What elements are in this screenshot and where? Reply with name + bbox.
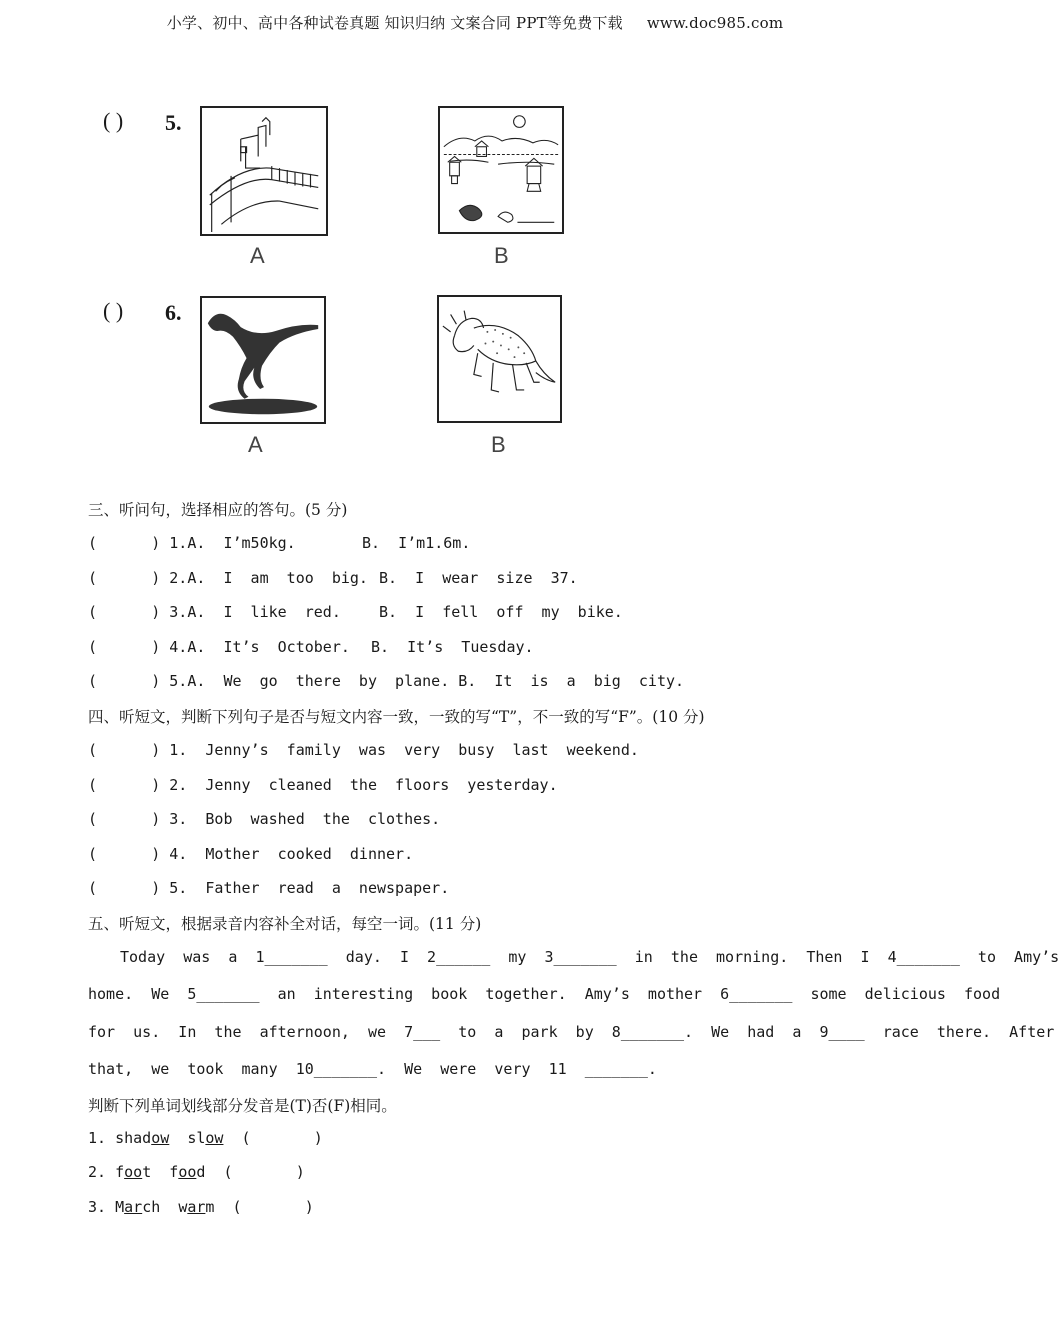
answer-paren: ( ) bbox=[223, 1163, 305, 1181]
answer-paren: ( ) bbox=[88, 879, 161, 897]
phonics-item-2 bbox=[88, 1163, 305, 1181]
item-number: 1. bbox=[88, 1129, 107, 1147]
cloze-line-1: Today was a 1_______ day. I 2______ my 3_______ in the morning. Then I 4_______ to Amy’s bbox=[120, 948, 1059, 966]
answer-paren: ( ) bbox=[88, 603, 161, 621]
section3-item-4 bbox=[88, 638, 534, 656]
word-1-pre: shad bbox=[115, 1129, 152, 1147]
cloze-line-2: home. We 5_______ an interesting book together. Amy’s mother 6_______ some delicious food bbox=[88, 985, 1001, 1003]
section4-item-4 bbox=[88, 845, 413, 863]
phonics-item-3 bbox=[88, 1198, 314, 1216]
lake-pagodas-drawing bbox=[440, 108, 562, 232]
section5-title: 五、听短文，根据录音内容补全对话，每空一词。(11 分) bbox=[88, 915, 482, 933]
answer-paren: ( ) bbox=[88, 534, 161, 552]
statement: 5. Father read a newspaper. bbox=[169, 879, 450, 897]
phonics-item-1 bbox=[88, 1129, 323, 1147]
triceratops-image bbox=[437, 295, 562, 423]
triceratops-drawing bbox=[439, 297, 560, 421]
word-2-underlined: oo bbox=[178, 1163, 197, 1181]
section3-item-5 bbox=[88, 672, 684, 690]
word-2-post: d bbox=[196, 1163, 206, 1181]
option-a-label-q5: A bbox=[250, 243, 265, 268]
section4-item-2 bbox=[88, 776, 558, 794]
word-2-pre: sl bbox=[187, 1129, 206, 1147]
option-b: B. It’s Tuesday. bbox=[371, 638, 534, 656]
option-a: 4.A. It’s October. bbox=[169, 638, 350, 656]
running-dinosaur-drawing bbox=[202, 298, 324, 422]
answer-paren-q5: ( ) bbox=[103, 108, 124, 133]
great-wall-drawing bbox=[202, 108, 326, 234]
word-2 bbox=[187, 1129, 223, 1147]
running-dinosaur-image bbox=[200, 296, 326, 424]
header-text: 小学、初中、高中各种试卷真题 知识归纳 文案合同 PPT等免费下载 bbox=[166, 14, 623, 32]
section3-title: 三、听问句，选择相应的答句。(5 分) bbox=[88, 501, 348, 519]
section3-item-3 bbox=[88, 603, 623, 621]
option-b: B. I fell off my bike. bbox=[379, 603, 623, 621]
cloze-line-4: that, we took many 10_______. We were very 11 _______. bbox=[88, 1060, 657, 1078]
section4-item-3 bbox=[88, 810, 440, 828]
great-wall-image bbox=[200, 106, 328, 236]
answer-paren-q6: ( ) bbox=[103, 298, 124, 323]
section6-title: 判断下列单词划线部分发音是(T)否(F)相同。 bbox=[88, 1097, 397, 1115]
option-b-label-q6: B bbox=[491, 432, 506, 457]
word-1 bbox=[115, 1198, 160, 1216]
word-2-pre: w bbox=[178, 1198, 188, 1216]
header-site: www.doc985.com bbox=[646, 14, 784, 32]
word-1-post: t bbox=[142, 1163, 152, 1181]
word-1-post: ch bbox=[142, 1198, 161, 1216]
answer-paren: ( ) bbox=[88, 776, 161, 794]
statement: 4. Mother cooked dinner. bbox=[169, 845, 414, 863]
word-1-underlined: ow bbox=[151, 1129, 170, 1147]
answer-paren: ( ) bbox=[88, 810, 161, 828]
answer-paren: ( ) bbox=[232, 1198, 314, 1216]
item-number: 3. bbox=[88, 1198, 107, 1216]
item-number: 2. bbox=[88, 1163, 107, 1181]
section3-item-1 bbox=[88, 534, 471, 552]
word-2-underlined: ow bbox=[205, 1129, 224, 1147]
word-1 bbox=[115, 1163, 151, 1181]
section4-title: 四、听短文，判断下列句子是否与短文内容一致，一致的写“T”，不一致的写“F”。(10 分) bbox=[88, 708, 705, 726]
option-b: B. I wear size 37. bbox=[379, 569, 578, 587]
word-1 bbox=[115, 1129, 169, 1147]
word-1-underlined: oo bbox=[124, 1163, 143, 1181]
option-a: 3.A. I like red. bbox=[169, 603, 341, 621]
option-a-label-q6: A bbox=[248, 432, 263, 457]
section4-item-5 bbox=[88, 879, 449, 897]
option-a: 2.A. I am too big. bbox=[169, 569, 368, 587]
option-a: 5.A. We go there by plane. bbox=[169, 672, 450, 690]
word-2-post: m bbox=[205, 1198, 215, 1216]
question-number-q6: 6. bbox=[165, 300, 182, 325]
option-a: 1.A. I’m50kg. bbox=[169, 534, 296, 552]
statement: 1. Jenny’s family was very busy last weekend. bbox=[169, 741, 639, 759]
answer-paren: ( ) bbox=[241, 1129, 323, 1147]
word-2-pre: f bbox=[169, 1163, 179, 1181]
question-number-q5: 5. bbox=[165, 110, 182, 135]
word-1-pre: M bbox=[115, 1198, 125, 1216]
word-2-underlined: ar bbox=[187, 1198, 206, 1216]
answer-paren: ( ) bbox=[88, 845, 161, 863]
section4-item-1 bbox=[88, 741, 639, 759]
option-b: B. I’m1.6m. bbox=[362, 534, 471, 552]
west-lake-image bbox=[438, 106, 564, 234]
word-1-pre: f bbox=[115, 1163, 125, 1181]
statement: 3. Bob washed the clothes. bbox=[169, 810, 441, 828]
statement: 2. Jenny cleaned the floors yesterday. bbox=[169, 776, 558, 794]
page-header bbox=[0, 12, 950, 33]
word-2 bbox=[178, 1198, 214, 1216]
word-2 bbox=[169, 1163, 205, 1181]
answer-paren: ( ) bbox=[88, 569, 161, 587]
section3-item-2 bbox=[88, 569, 578, 587]
cloze-line-3: for us. In the afternoon, we 7___ to a park by 8_______. We had a 9____ race there. After bbox=[88, 1023, 1055, 1041]
answer-paren: ( ) bbox=[88, 672, 161, 690]
option-b-label-q5: B bbox=[494, 243, 509, 268]
option-b: B. It is a big city. bbox=[458, 672, 685, 690]
answer-paren: ( ) bbox=[88, 638, 161, 656]
word-1-underlined: ar bbox=[124, 1198, 143, 1216]
answer-paren: ( ) bbox=[88, 741, 161, 759]
